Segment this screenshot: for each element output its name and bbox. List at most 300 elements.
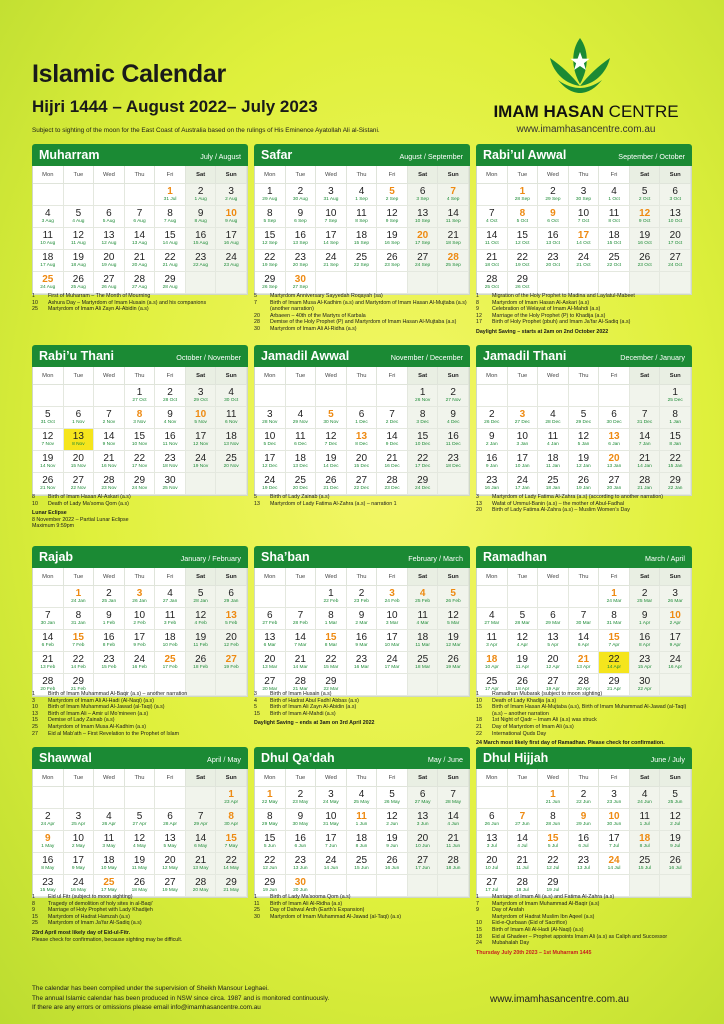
day-cell	[477, 652, 508, 674]
weekday-header: Sat	[408, 367, 439, 385]
hijri-day-number: 25	[417, 654, 429, 665]
day-cell	[660, 250, 691, 272]
gregorian-months: June / July	[650, 755, 685, 764]
gregorian-date: 3 Mar	[385, 621, 399, 626]
day-cell	[347, 407, 378, 429]
gregorian-date: 24 Jun	[637, 800, 652, 805]
event-text: Martyrdom of Imam Ali Al-Ridha (a.s)	[270, 325, 357, 332]
day-cell	[94, 608, 125, 630]
empty-day-cell	[125, 787, 156, 809]
weekday-header: Sun	[660, 367, 691, 385]
gregorian-date: 17 Jan	[515, 486, 530, 491]
gregorian-date: 11 Apr	[515, 665, 530, 670]
empty-day-cell	[186, 272, 217, 294]
gregorian-date: 12 Nov	[193, 442, 209, 447]
hijri-day-number: 11	[547, 431, 559, 442]
day-cell	[316, 586, 347, 608]
day-cell	[660, 630, 691, 652]
hijri-day-number: 13	[164, 833, 176, 844]
event-item	[254, 326, 470, 333]
hijri-day-number: 15	[264, 230, 276, 241]
hijri-day-number: 15	[516, 230, 528, 241]
event-item	[32, 731, 248, 738]
gregorian-date: 25 Oct	[484, 285, 499, 290]
day-cell	[186, 809, 217, 831]
hijri-day-number: 29	[417, 475, 429, 486]
month-name: Rabi’ul Awwal	[483, 148, 567, 162]
month-note: Please check for confirmation, because sighting may be difficult.	[32, 936, 183, 943]
day-cell	[630, 787, 661, 809]
gregorian-date: 2 Nov	[102, 420, 116, 425]
gregorian-date: 18 Dec	[445, 464, 461, 469]
hijri-day-number: 12	[72, 230, 84, 241]
event-text: Birth of Imam Muhammad Al-Jawad (al-Taqi) (a.s)	[48, 704, 165, 711]
hijri-day-number: 14	[516, 833, 528, 844]
weekday-header: Sun	[660, 166, 691, 184]
hijri-day-number: 18	[417, 632, 429, 643]
gregorian-date: 18 Jul	[515, 888, 529, 893]
hijri-day-number: 23	[294, 252, 306, 263]
gregorian-date: 16 Mar	[354, 665, 369, 670]
hijri-day-number: 6	[267, 610, 273, 621]
empty-day-cell	[94, 787, 125, 809]
day-cell	[599, 831, 630, 853]
gregorian-date: 24 Aug	[40, 285, 56, 290]
day-cell	[477, 630, 508, 652]
day-cell	[33, 608, 64, 630]
month-grid	[254, 367, 470, 496]
gregorian-date: 8 Oct	[608, 219, 620, 224]
event-item	[32, 704, 248, 711]
weekday-header: Fri	[377, 769, 408, 787]
hijri-day-number: 4	[550, 409, 556, 420]
month-note: Daylight Saving – ends at 3am on 3rd April 2022	[254, 720, 375, 727]
month-header	[254, 144, 470, 166]
event-text: Day of Arafah	[492, 907, 525, 914]
event-item	[254, 300, 470, 313]
day-cell	[408, 250, 439, 272]
hijri-day-number: 5	[389, 789, 395, 800]
event-day: 1	[32, 293, 35, 299]
hijri-day-number: 8	[328, 610, 334, 621]
gregorian-date: 23 Oct	[637, 263, 652, 268]
gregorian-date: 14 Jul	[607, 866, 621, 871]
hijri-day-number: 18	[42, 252, 54, 263]
event-text: Marriage of Holy Prophet with Lady Khadijeh	[48, 907, 153, 914]
day-cell	[538, 608, 569, 630]
month-header	[476, 546, 692, 568]
day-cell	[94, 206, 125, 228]
gregorian-date: 14 Jan	[637, 464, 652, 469]
event-item	[254, 319, 470, 326]
weekday-header: Thu	[347, 166, 378, 184]
hijri-day-number: 6	[75, 409, 82, 420]
month-grid	[254, 769, 470, 898]
gregorian-date: 8 Jul	[639, 844, 650, 849]
event-text: Celebration of Welayat of Imam Al-Mahdi (a.s)	[492, 306, 601, 313]
hijri-day-number: 3	[672, 588, 678, 599]
hijri-day-number: 15	[547, 833, 559, 844]
day-cell	[377, 184, 408, 206]
month-block	[476, 747, 692, 898]
hijri-day-number: 9	[167, 409, 173, 420]
day-cell	[316, 250, 347, 272]
day-cell	[186, 608, 217, 630]
gregorian-date: 1 Aug	[194, 197, 207, 202]
gregorian-date: 22 Apr	[637, 687, 652, 692]
empty-day-cell	[33, 184, 64, 206]
weekday-header: Mon	[255, 367, 286, 385]
day-cell	[316, 407, 347, 429]
event-item	[32, 907, 248, 914]
gregorian-date: 26 May	[384, 800, 400, 805]
day-cell	[599, 407, 630, 429]
day-cell	[316, 429, 347, 451]
weekday-header: Thu	[347, 568, 378, 586]
hijri-day-number: 18	[547, 453, 559, 464]
day-cell	[408, 184, 439, 206]
weekday-header: Mon	[33, 166, 64, 184]
month-header	[254, 345, 470, 367]
gregorian-date: 16 Oct	[637, 241, 652, 246]
empty-day-cell	[438, 473, 469, 495]
day-cell	[186, 630, 217, 652]
day-cell	[216, 787, 247, 809]
event-item	[32, 501, 248, 508]
gregorian-date: 10 Feb	[162, 643, 178, 648]
empty-day-cell	[508, 586, 539, 608]
hijri-day-number: 24	[133, 654, 146, 665]
event-item	[476, 940, 692, 947]
day-cell	[94, 473, 125, 495]
day-cell	[316, 184, 347, 206]
event-text: 1st Night of Qadr – Imam Ali (a.s) was struck	[492, 717, 597, 724]
day-cell	[255, 630, 286, 652]
gregorian-date: 12 Jan	[576, 464, 591, 469]
gregorian-date: 18 Sep	[445, 241, 461, 246]
day-cell	[538, 206, 569, 228]
hijri-day-number: 5	[450, 588, 456, 599]
gregorian-months: November / December	[390, 353, 463, 362]
weekday-header: Sat	[186, 166, 217, 184]
day-cell	[125, 451, 156, 473]
gregorian-date: 11 Jul	[516, 866, 529, 871]
day-cell	[64, 272, 95, 294]
gregorian-date: 17 May	[101, 888, 117, 893]
event-day: 3	[32, 697, 35, 704]
day-cell	[255, 250, 286, 272]
hijri-day-number: 16	[103, 632, 115, 643]
day-cell	[377, 228, 408, 250]
gregorian-date: 20 Mar	[262, 687, 278, 692]
gregorian-date: 20 Oct	[545, 263, 560, 268]
hijri-day-number: 12	[325, 431, 337, 442]
gregorian-date: 8 Jan	[669, 442, 682, 447]
event-day: 13	[254, 500, 260, 507]
empty-day-cell	[286, 586, 317, 608]
event-text: Mubahalah Day	[492, 940, 530, 947]
day-cell	[377, 787, 408, 809]
event-day: 18	[476, 717, 482, 724]
gregorian-date: 14 May	[223, 866, 240, 871]
gregorian-date: 17 Jul	[485, 888, 499, 893]
hijri-day-number: 14	[577, 632, 590, 643]
event-text: Martyrdom of Lady Fatima Al-Zahra (a.s) – narration 1	[270, 500, 397, 507]
gregorian-date: 24 Mar	[606, 599, 622, 604]
day-cell	[347, 250, 378, 272]
hijri-day-number: 13	[355, 431, 368, 442]
gregorian-date: 30 May	[292, 822, 309, 827]
weekday-header: Sun	[216, 769, 247, 787]
gregorian-date: 18 Nov	[162, 464, 178, 469]
gregorian-date: 9 Apr	[669, 643, 681, 648]
day-cell	[347, 473, 378, 495]
weekday-header: Wed	[94, 568, 125, 586]
day-cell	[216, 630, 247, 652]
hijri-day-number: 17	[516, 453, 528, 464]
gregorian-date: 9 Jul	[670, 844, 681, 849]
event-item	[476, 731, 692, 738]
day-cell	[438, 429, 469, 451]
empty-day-cell	[477, 787, 508, 809]
event-text: Birth of Imam Musa Al-Kadhim (a.s) and Martyrdom of Imam Hasan Al-Mujtaba (a.s) (another narration)	[270, 299, 467, 313]
day-cell	[94, 272, 125, 294]
empty-day-cell	[508, 385, 539, 407]
hijri-day-number: 27	[164, 877, 176, 888]
hijri-day-number: 29	[225, 877, 237, 888]
hijri-day-number: 5	[519, 610, 526, 621]
hijri-day-number: 16	[355, 632, 368, 643]
day-cell	[630, 451, 661, 473]
footer-line-2: The annual Islamic calendar has been produced in NSW since circa. 1987 and is monitored continuously.	[32, 994, 330, 1002]
gregorian-date: 13 Dec	[292, 464, 308, 469]
event-day: 5	[254, 494, 257, 500]
gregorian-date: 26 Dec	[484, 420, 500, 425]
month-note: Thursday July 20th 2023 – 1st Muharram 1445	[476, 949, 592, 956]
event-day: 17	[476, 319, 482, 326]
day-cell	[286, 809, 317, 831]
gregorian-date: 1 Sep	[355, 197, 368, 202]
gregorian-date: 31 Dec	[637, 420, 653, 425]
day-cell	[660, 652, 691, 674]
hijri-day-number: 2	[106, 588, 112, 599]
hijri-day-number: 10	[608, 811, 620, 822]
hijri-day-number: 7	[641, 409, 648, 420]
hijri-day-number: 21	[294, 654, 306, 665]
hijri-day-number: 28	[195, 877, 207, 888]
gregorian-date: 7 Jul	[608, 844, 620, 849]
gregorian-date: 9 Mar	[355, 643, 368, 648]
weekday-header: Wed	[538, 367, 569, 385]
gregorian-date: 9 May	[71, 866, 85, 871]
gregorian-date: 31 Jan	[71, 621, 86, 626]
day-cell	[286, 451, 317, 473]
gregorian-date: 9 Oct	[638, 219, 651, 224]
day-cell	[125, 407, 156, 429]
empty-day-cell	[33, 385, 64, 407]
gregorian-date: 29 Aug	[262, 197, 278, 202]
month-block	[32, 747, 248, 898]
day-cell	[599, 652, 630, 674]
hijri-day-number: 2	[297, 789, 304, 800]
hijri-day-number: 26	[516, 676, 528, 687]
weekday-header: Wed	[538, 166, 569, 184]
day-cell	[569, 608, 600, 630]
event-text: Demise of the Holy Prophet (P) and Martyrdom of Imam Hasan Al-Mujtaba (a.s)	[270, 319, 457, 326]
gregorian-date: 28 Mar	[514, 621, 530, 626]
hijri-day-number: 9	[297, 811, 304, 822]
day-cell	[94, 831, 125, 853]
day-cell	[408, 652, 439, 674]
gregorian-date: 15 Jan	[668, 464, 683, 469]
hijri-day-number: 15	[417, 431, 429, 442]
month-name: Sha’ban	[261, 550, 310, 564]
gregorian-date: 5 Sep	[263, 219, 277, 224]
event-text: Martyrdom of Imam Musa Al-Kadhim (a.s)	[48, 723, 147, 730]
hijri-day-number: 23	[294, 855, 306, 866]
gregorian-date: 13 May	[192, 866, 209, 871]
gregorian-date: 10 Jan	[515, 464, 530, 469]
hijri-day-number: 20	[225, 632, 237, 643]
gregorian-date: 22 Jan	[668, 486, 683, 491]
gregorian-date: 7 Sep	[324, 219, 338, 224]
hijri-day-number: 16	[639, 632, 651, 643]
hijri-day-number: 12	[195, 610, 207, 621]
hijri-day-number: 11	[226, 409, 237, 420]
gregorian-date: 19 May	[162, 888, 178, 893]
day-cell	[286, 228, 317, 250]
gregorian-date: 11 May	[131, 866, 148, 871]
gregorian-date: 21 Nov	[40, 486, 56, 491]
day-cell	[64, 451, 95, 473]
gregorian-date: 12 Feb	[223, 643, 239, 648]
gregorian-date: 6 Nov	[224, 420, 238, 425]
event-day: 9	[32, 907, 35, 914]
gregorian-date: 31 Aug	[323, 197, 339, 202]
weekday-header: Thu	[569, 568, 600, 586]
event-item	[254, 711, 470, 718]
day-cell	[438, 228, 469, 250]
hijri-day-number: 11	[164, 610, 176, 621]
weekday-header: Sun	[660, 769, 691, 787]
gregorian-months: January / February	[180, 554, 241, 563]
gregorian-date: 24 Apr	[40, 822, 55, 827]
footer-line-1: The calendar has been compiled under the supervision of Sheikh Mansour Leghaei.	[32, 985, 269, 992]
event-item	[476, 507, 692, 514]
day-cell	[155, 451, 186, 473]
hijri-day-number: 9	[106, 610, 112, 621]
gregorian-date: 12 Aug	[101, 241, 117, 246]
day-cell	[255, 451, 286, 473]
hijri-day-number: 21	[447, 230, 459, 241]
weekday-header: Tue	[64, 166, 95, 184]
gregorian-date: 30 Aug	[292, 197, 308, 202]
weekday-header: Mon	[255, 568, 286, 586]
gregorian-date: 8 Apr	[639, 643, 651, 648]
day-cell	[94, 652, 125, 674]
event-day: 7	[476, 900, 479, 907]
day-cell	[508, 473, 539, 495]
day-cell	[408, 787, 439, 809]
gregorian-date: 4 Sep	[446, 197, 460, 202]
gregorian-date: 3 Apr	[486, 643, 498, 648]
hijri-day-number: 20	[547, 654, 559, 665]
day-cell	[508, 272, 539, 294]
day-cell	[94, 853, 125, 875]
weekday-header: Fri	[599, 568, 630, 586]
hijri-day-number: 15	[264, 833, 276, 844]
event-text: Marriage of the Holy Prophet (P) to Khadija (a.s)	[492, 312, 606, 319]
gregorian-months: September / October	[618, 152, 685, 161]
weekday-header: Thu	[125, 769, 156, 787]
gregorian-date: 8 Jun	[355, 844, 368, 849]
hijri-day-number: 16	[42, 855, 54, 866]
day-cell	[155, 586, 186, 608]
gregorian-date: 6 May	[194, 844, 208, 849]
event-day: 15	[32, 913, 38, 920]
weekday-header: Sat	[630, 166, 661, 184]
gregorian-date: 20 Apr	[576, 687, 591, 692]
hijri-day-number: 23	[164, 453, 176, 464]
hijri-day-number: 19	[447, 632, 459, 643]
gregorian-date: 8 Feb	[102, 643, 116, 648]
gregorian-date: 8 Dec	[355, 442, 368, 447]
gregorian-date: 11 Sep	[445, 219, 461, 224]
day-cell	[155, 206, 186, 228]
hijri-day-number: 22	[325, 654, 337, 665]
gregorian-date: 31 May	[323, 822, 339, 827]
event-day: 5	[254, 704, 257, 711]
day-cell	[216, 652, 247, 674]
event-item	[476, 920, 692, 927]
weekday-header: Thu	[125, 367, 156, 385]
day-cell	[599, 809, 630, 831]
gregorian-date: 30 Nov	[323, 420, 339, 425]
hijri-day-number: 1	[75, 588, 82, 599]
hijri-day-number: 6	[106, 208, 112, 219]
hijri-day-number: 20	[417, 833, 429, 844]
month-grid	[32, 367, 248, 496]
day-cell	[125, 250, 156, 272]
day-cell	[377, 473, 408, 495]
month-grid	[254, 166, 470, 295]
month-events	[32, 894, 248, 943]
day-cell	[125, 228, 156, 250]
hijri-day-number: 13	[103, 230, 115, 241]
event-text: Birth of Imam Muhammad Al-Baqir (a.s) – another narration	[48, 691, 188, 697]
hijri-day-number: 30	[294, 877, 306, 888]
hijri-day-number: 28	[639, 475, 651, 486]
event-item	[32, 691, 248, 698]
gregorian-date: 7 Jun	[325, 844, 337, 849]
hijri-day-number: 26	[325, 475, 337, 486]
event-item	[254, 494, 470, 501]
hijri-day-number: 30	[639, 676, 651, 687]
event-text: Martyrdom of Imam Ja’far Al-Sadiq (a.s)	[48, 920, 142, 927]
day-cell	[216, 385, 247, 407]
day-cell	[569, 407, 600, 429]
event-item	[32, 698, 248, 705]
day-cell	[508, 630, 539, 652]
hijri-day-number: 15	[72, 632, 84, 643]
event-item	[254, 901, 470, 908]
event-item	[476, 704, 692, 717]
gregorian-date: 9 Aug	[225, 219, 238, 224]
hijri-day-number: 1	[550, 789, 556, 800]
hijri-day-number: 11	[356, 208, 367, 219]
month-header	[32, 747, 248, 769]
hijri-day-number: 22	[264, 855, 276, 866]
